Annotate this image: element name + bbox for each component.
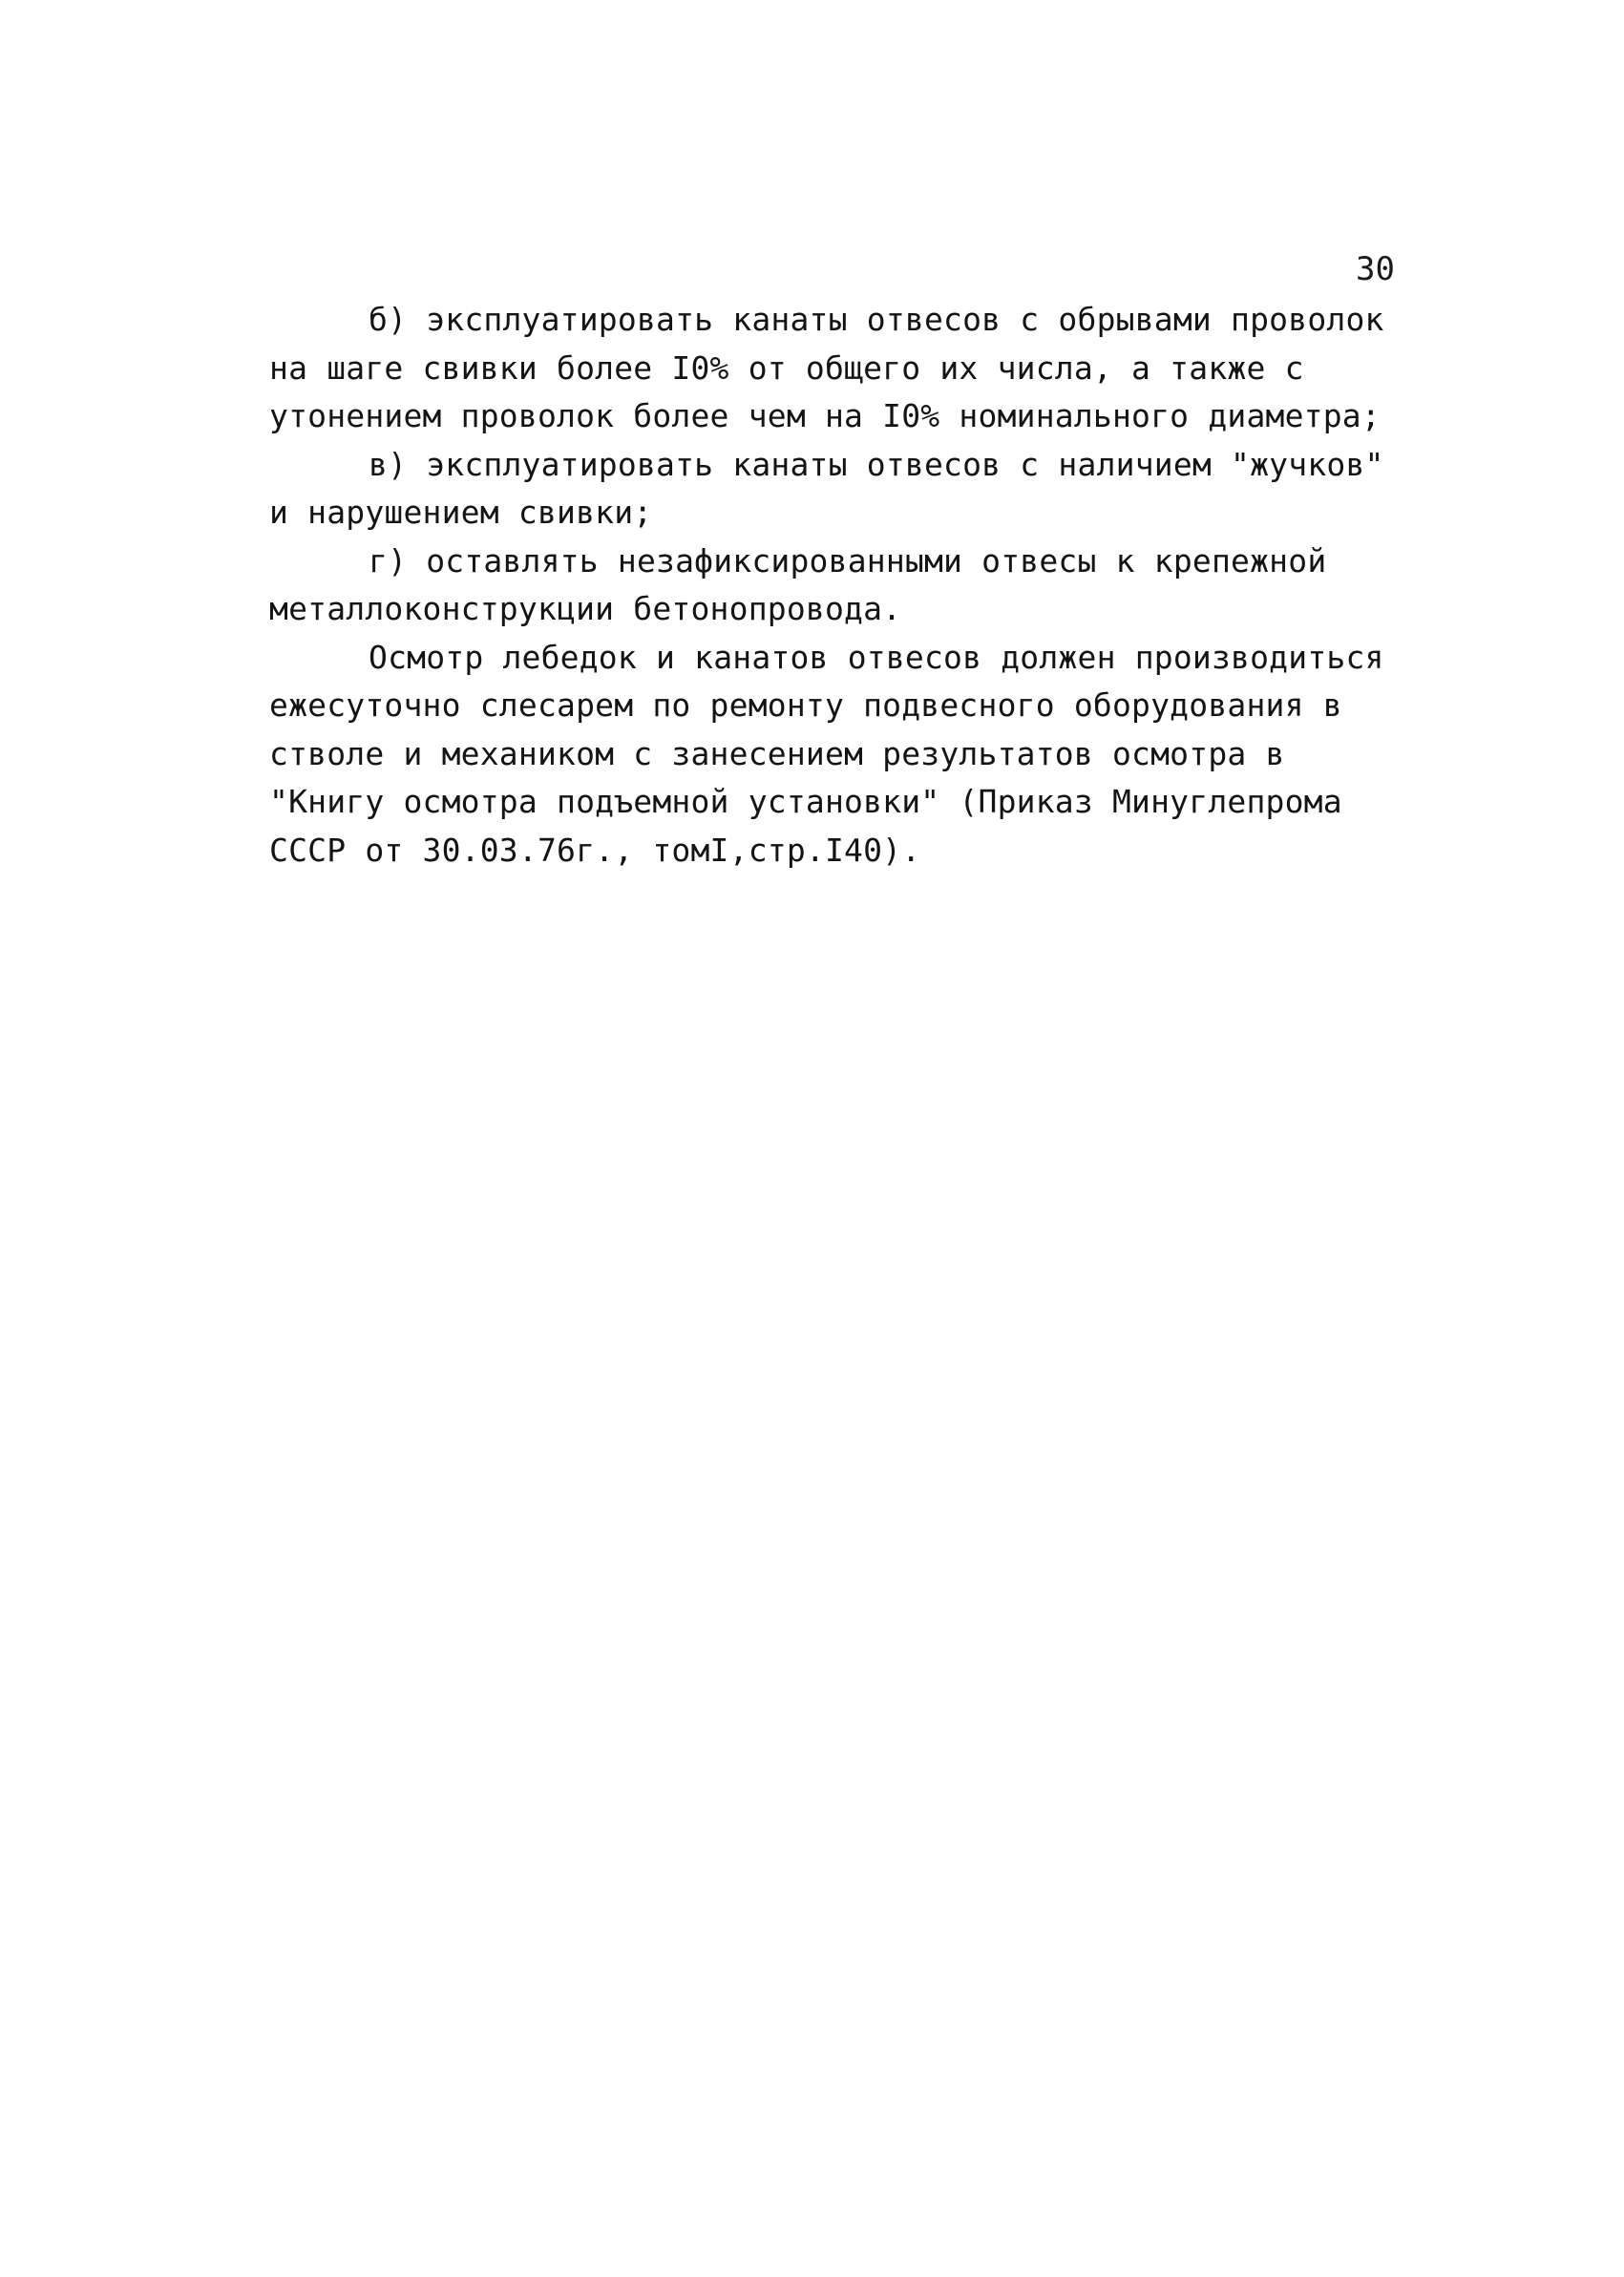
body-text [269,296,1415,875]
text-line: металлоконструкции бетонопровода. [269,590,902,627]
text-line: и нарушением свивки; [269,494,653,531]
text-line: б) эксплуатировать канаты отвесов с обрывами проволок [369,301,1384,338]
text-line: стволе и механиком с занесением результатов осмотра в [269,734,1285,772]
text-line: ежесуточно слесарем по ремонту подвесного оборудования в [269,686,1342,724]
text-line: г) оставлять незафиксированными отвесы к крепежной [369,541,1327,580]
text-line: "Книгу осмотра подъемной установки" (Приказ Минуглепрома [269,783,1342,820]
text-line: Осмотр лебедок и канатов отвесов должен производиться [369,638,1384,676]
text-line: СССР от 30.03.76г., томI,стр.I40). [269,831,921,869]
page-number: 30 [1356,250,1395,288]
text-line: утонением проволок более чем на I0% номинального диаметра; [269,397,1381,434]
text-line: на шаге свивки более I0% от общего их числа, а также с [269,348,1304,387]
text-line: в) эксплуатировать канаты отвесов с наличием "жучков" [369,445,1384,483]
